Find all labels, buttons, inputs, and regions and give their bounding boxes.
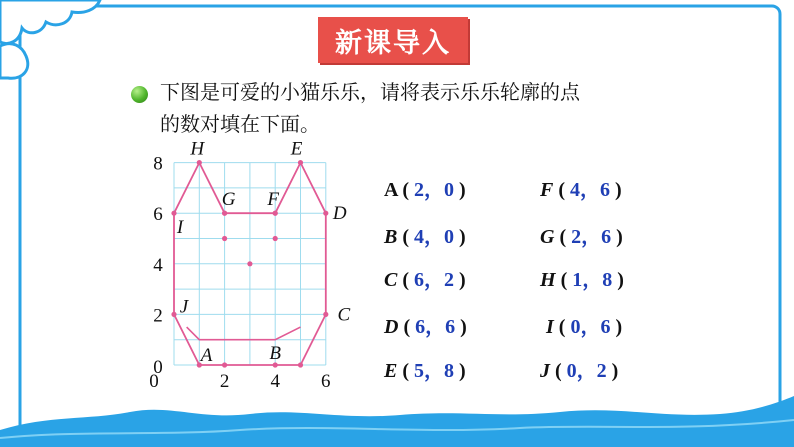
close-paren: ) — [454, 226, 466, 248]
y-value: 6 — [601, 226, 612, 248]
close-paren: ) — [454, 360, 466, 382]
outline-vertex-dot — [323, 211, 328, 216]
point-name: A — [384, 179, 398, 201]
x-value: 2 — [571, 226, 582, 248]
close-paren: ) — [611, 226, 623, 248]
close-paren: ) — [610, 179, 622, 201]
open-paren: ( — [553, 179, 571, 201]
coordinate-i — [546, 310, 622, 339]
x-tick-label: 4 — [270, 371, 280, 392]
x-value: 0 — [566, 360, 577, 382]
intro-line-2: 的数对填在下面。 — [160, 112, 320, 136]
y-tick-label: 0 — [153, 357, 163, 378]
separator: ， — [576, 360, 597, 382]
open-paren: ( — [553, 316, 571, 338]
x-value: 4 — [570, 179, 581, 201]
separator: ， — [424, 226, 445, 248]
separator: ， — [581, 226, 602, 248]
outline-vertex-dot — [222, 362, 227, 367]
y-value: 6 — [600, 179, 611, 201]
separator: ， — [424, 360, 445, 382]
point-name: D — [384, 316, 399, 338]
point-label-a: A — [200, 345, 213, 366]
outline-vertex-dot — [171, 312, 176, 317]
y-value: 6 — [445, 316, 456, 338]
point-label-j: J — [179, 296, 189, 318]
point-name: B — [384, 226, 398, 248]
y-tick-label: 4 — [153, 254, 163, 276]
outline-vertex-dot — [197, 160, 202, 165]
x-value: 2 — [414, 179, 425, 201]
open-paren: ( — [398, 316, 416, 338]
x-value: 1 — [572, 269, 583, 291]
close-paren: ) — [454, 269, 466, 291]
open-paren: ( — [554, 226, 572, 248]
x-tick-label: 0 — [149, 371, 159, 392]
separator: ， — [425, 316, 446, 338]
close-paren: ) — [454, 179, 466, 201]
feature-dot — [247, 261, 252, 266]
y-value: 0 — [444, 179, 455, 201]
intro-line-1: 下图是可爱的小猫乐乐，请将表示乐乐轮廓的点 — [160, 80, 580, 104]
cat-mouth — [187, 327, 301, 340]
point-name: G — [540, 226, 555, 248]
coordinate-b — [384, 220, 466, 249]
point-name: I — [546, 316, 554, 338]
open-paren: ( — [550, 360, 567, 382]
outline-vertex-dot — [323, 312, 328, 317]
close-paren: ) — [612, 269, 624, 291]
coordinate-h — [540, 263, 624, 292]
coordinate-d — [384, 310, 467, 339]
coordinate-a — [384, 173, 466, 202]
open-paren: ( — [397, 226, 415, 248]
coordinate-j — [540, 354, 618, 383]
point-label-b: B — [269, 343, 282, 364]
y-value: 6 — [600, 316, 611, 338]
point-label-e: E — [290, 138, 303, 160]
y-value: 0 — [444, 226, 455, 248]
feature-dot — [273, 211, 278, 216]
separator: ， — [580, 179, 601, 201]
point-name: J — [540, 360, 550, 382]
feature-dot — [222, 236, 227, 241]
point-name: C — [384, 269, 398, 291]
separator: ， — [582, 269, 603, 291]
feature-dot — [273, 236, 278, 241]
open-paren: ( — [397, 360, 415, 382]
y-value: 8 — [444, 360, 455, 382]
point-label-d: D — [332, 203, 347, 225]
point-label-f: F — [267, 189, 280, 211]
close-paren: ) — [455, 316, 467, 338]
close-paren: ) — [610, 316, 623, 338]
x-value: 5 — [414, 360, 425, 382]
x-value: 6 — [414, 269, 425, 291]
coordinate-g — [540, 220, 623, 249]
y-tick-label: 8 — [153, 153, 163, 175]
x-value: 6 — [415, 316, 426, 338]
coordinate-e — [384, 354, 466, 383]
outline-vertex-dot — [298, 160, 303, 165]
point-label-i: I — [176, 217, 184, 239]
open-paren: ( — [555, 269, 573, 291]
y-tick-label: 6 — [153, 204, 163, 226]
coordinate-f — [540, 173, 622, 202]
y-value: 2 — [596, 360, 607, 382]
x-value: 4 — [414, 226, 425, 248]
x-tick-label: 6 — [321, 371, 331, 392]
outline-vertex-dot — [171, 211, 176, 216]
outline-vertex-dot — [298, 362, 303, 367]
point-label-g: G — [221, 189, 236, 211]
coordinate-c — [384, 263, 466, 292]
y-value: 2 — [444, 269, 455, 291]
x-tick-label: 2 — [219, 371, 230, 392]
open-paren: ( — [397, 269, 415, 291]
point-name: H — [540, 269, 556, 291]
point-label-h: H — [190, 138, 205, 160]
separator: ， — [580, 316, 601, 338]
open-paren: ( — [397, 179, 415, 201]
separator: ， — [424, 269, 445, 291]
close-paren: ) — [606, 360, 619, 382]
feature-dot — [222, 211, 227, 216]
y-value: 8 — [602, 269, 613, 291]
point-name: F — [540, 179, 554, 201]
separator: ， — [424, 179, 445, 201]
point-label-c: C — [337, 304, 351, 326]
point-name: E — [384, 360, 398, 382]
y-tick-label: 2 — [153, 305, 163, 327]
x-value: 0 — [570, 316, 581, 338]
banner-title: 新课导入 — [335, 27, 451, 59]
